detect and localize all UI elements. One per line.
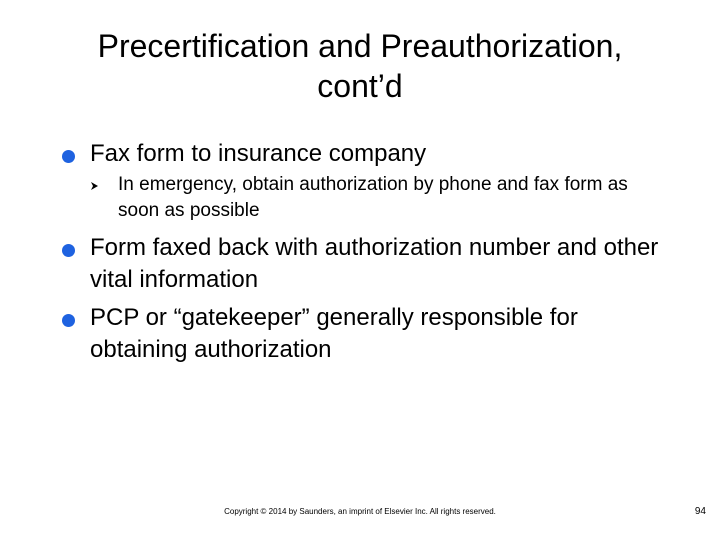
bullet-text: PCP or “gatekeeper” generally responsible for obtaining authorization <box>90 304 578 363</box>
slide-title <box>40 26 680 106</box>
arrowhead-bullet-icon <box>90 181 100 191</box>
copyright-footer: Copyright © 2014 by Saunders, an imprint of Elsevier Inc. All rights reserved. <box>224 507 496 516</box>
bullet-item <box>62 302 672 366</box>
bullet-text: Form faxed back with authorization number and other vital information <box>90 234 659 293</box>
bullet-text: Fax form to insurance company <box>90 140 427 167</box>
bullet-item <box>62 138 672 224</box>
circle-bullet-icon <box>62 314 75 327</box>
circle-bullet-icon <box>62 150 75 163</box>
bullet-list <box>62 138 672 372</box>
sub-bullet-item <box>90 172 672 224</box>
circle-bullet-icon <box>62 244 75 257</box>
bullet-item <box>62 232 672 296</box>
page-number: 94 <box>694 506 706 517</box>
title-line-1: Precertification and Preauthorization, <box>97 28 623 64</box>
title-line-2: cont’d <box>317 68 403 104</box>
sub-bullet-list <box>90 172 672 224</box>
sub-bullet-text: In emergency, obtain authorization by phone and fax form as soon as possible <box>118 174 628 221</box>
